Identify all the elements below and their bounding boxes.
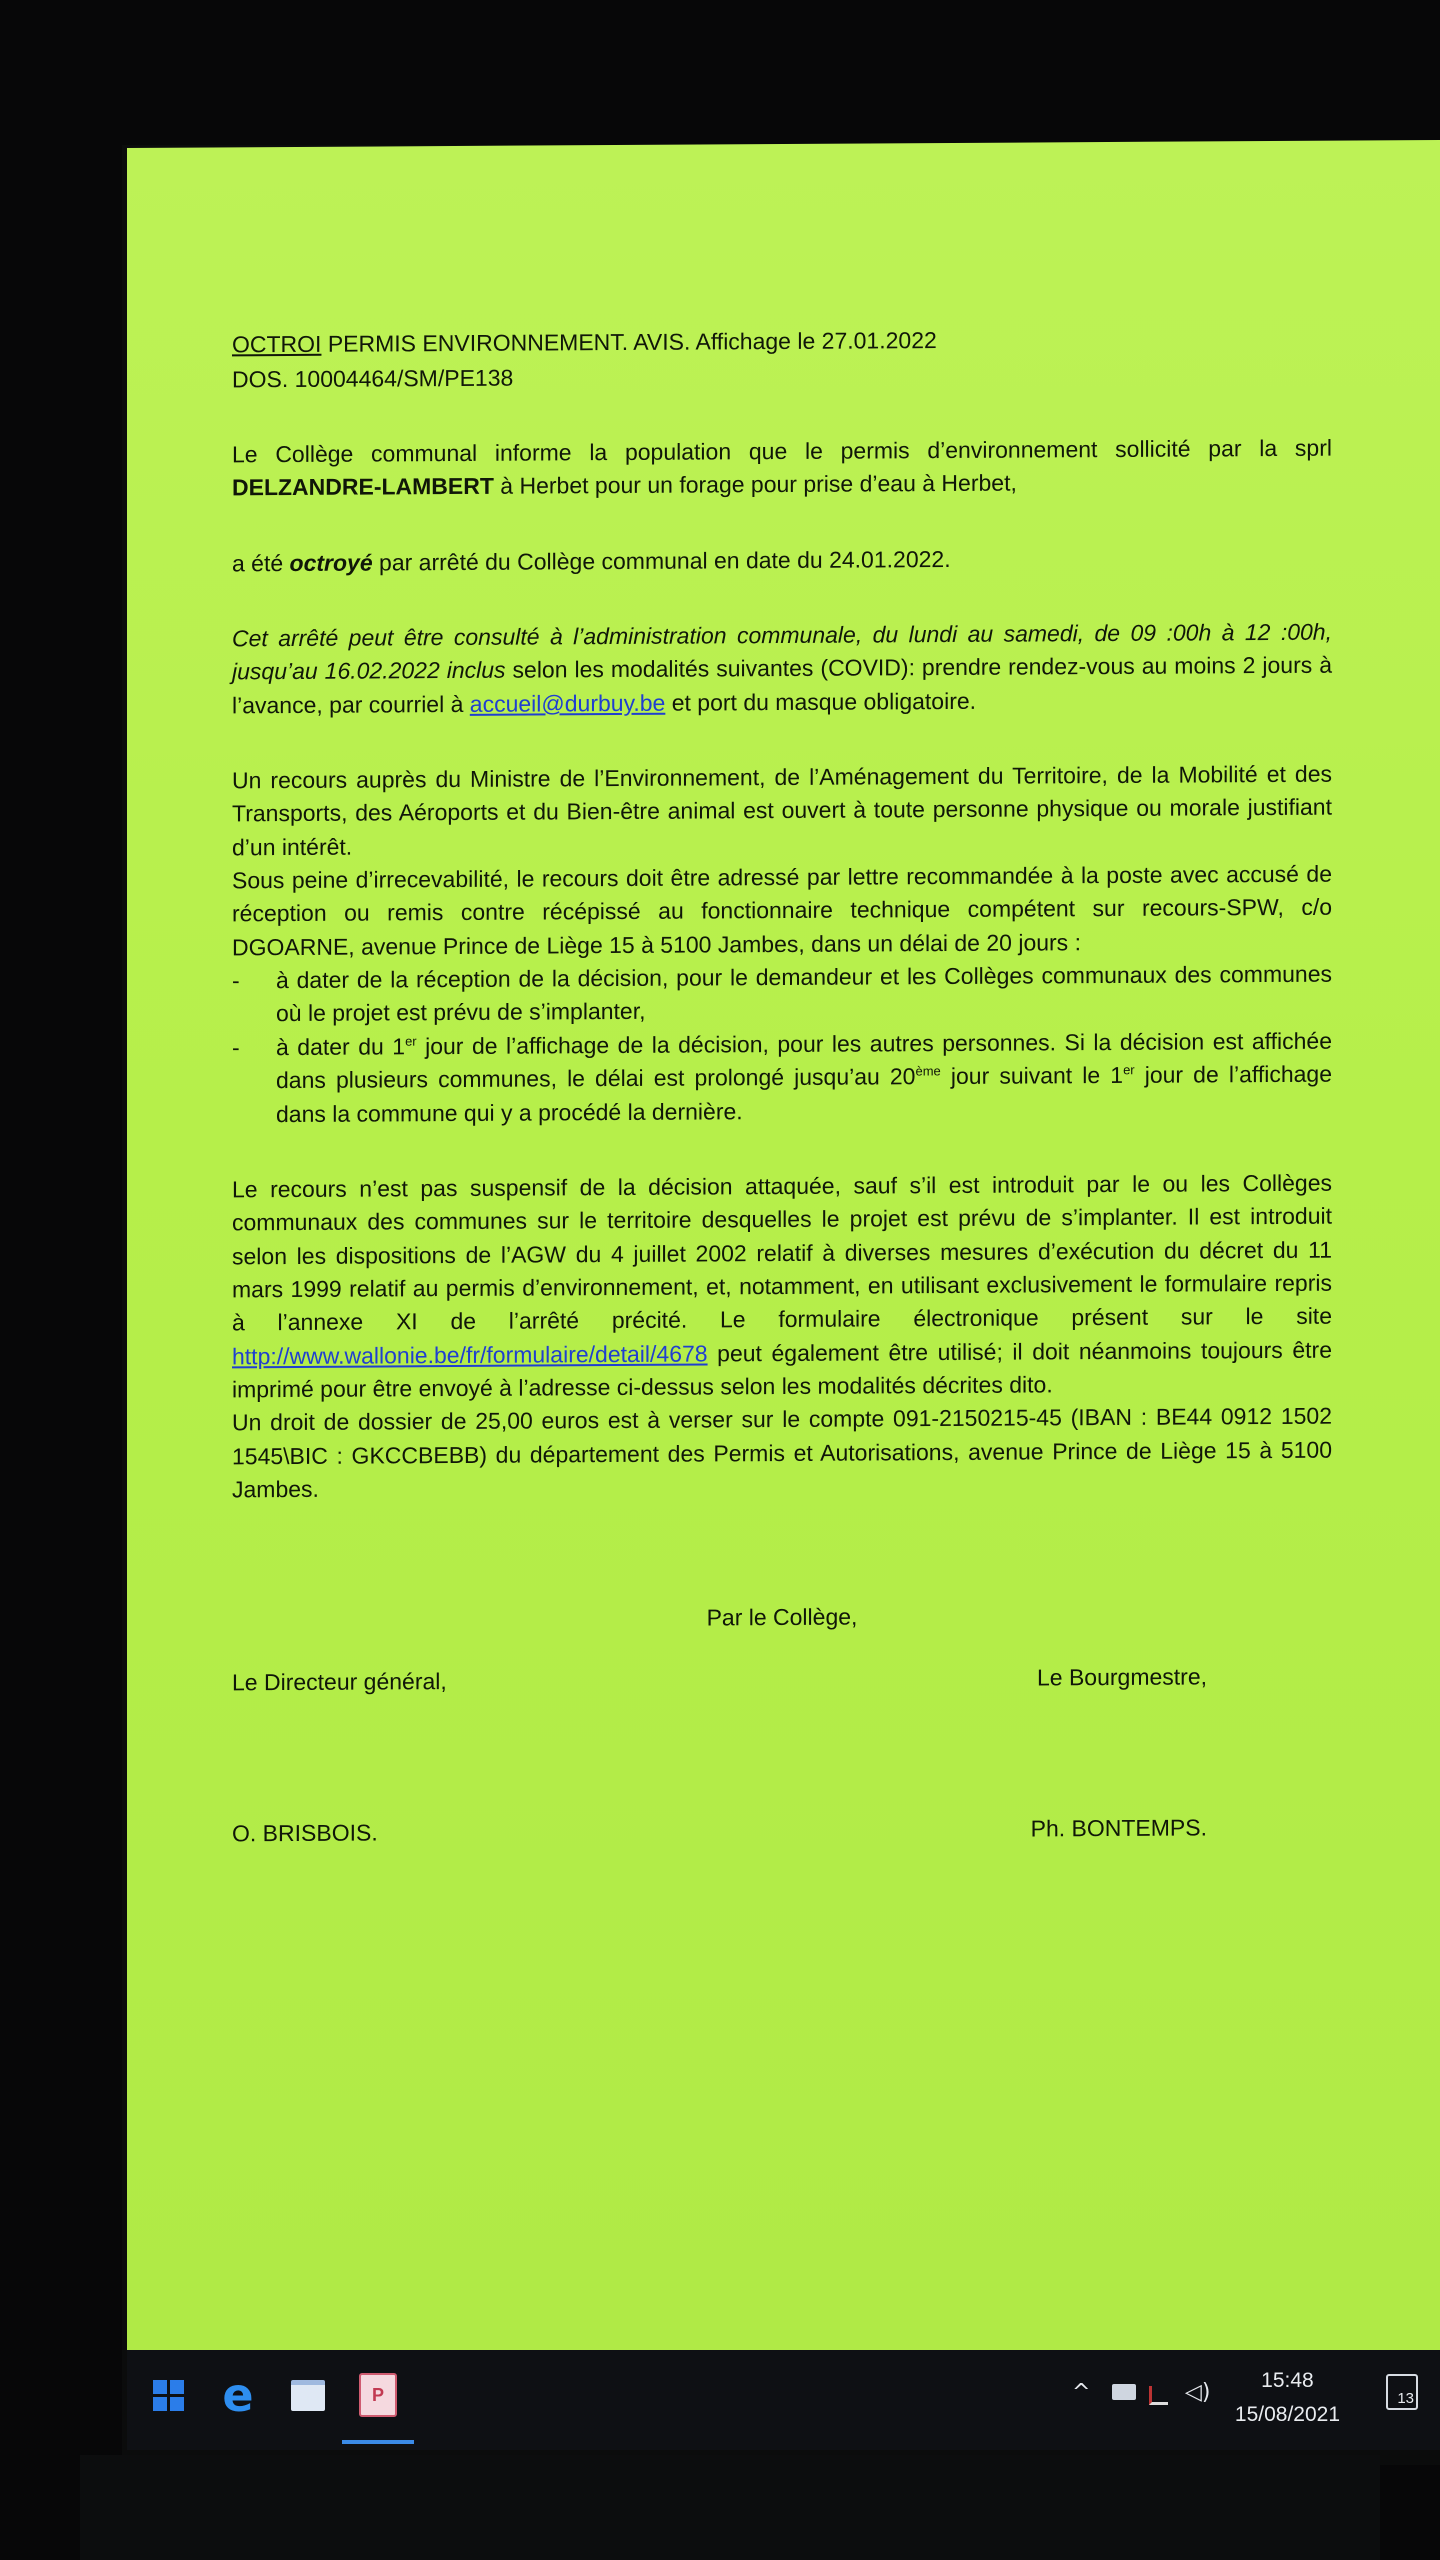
desk-surface (80, 2455, 1380, 2560)
bullet-2-part-b: jour de l’affichage de la décision, pour les autres personnes. Si la décision est affichée dans plusieurs communes, le délai est prolongé jusqu’au 20 (276, 1027, 1332, 1094)
suspensif-text: Le recours n’est pas suspensif de la décision attaquée, sauf s’il est introduit par le ou les Collèges communaux des communes sur le territoire desquelles le projet est prévu de s’implanter. Il est introduit selon les dispositions de l’AGW du 4 juillet 2002 relatif à diverses mesures d’exécution du décret du 11 mars 1999 relatif au permis d’environnement, et, notamment, en utilisant exclusivement le formulaire repris à l’annexe XI de l’arrêté précité. Le formulaire électronique présent sur le site (232, 1169, 1332, 1336)
bullet-dash: - (232, 1034, 240, 1061)
consultation-end: et port du masque obligatoire. (665, 687, 977, 716)
notification-center-icon[interactable] (1386, 2374, 1418, 2410)
pdf-glyph: P (359, 2373, 397, 2417)
edge-browser-icon[interactable] (215, 2368, 261, 2422)
file-explorer-icon[interactable] (285, 2372, 331, 2418)
clock-time: 15:48 (1261, 2369, 1314, 2392)
consultation-text: selon les modalités suivantes (COVID): prendre rendez-vous au moins 2 jours à l’avance, par courriel à (232, 652, 1332, 719)
battery-icon[interactable] (1149, 2386, 1168, 2405)
droit-paragraph: Un droit de dossier de 25,00 euros est à verser sur le compte 091-2150215-45 (IBAN : BE44 0912 1502 1545\BIC : GKCCBEBB) du département des Permis et Autorisations, avenue Prince de Liège 15 à 5100 Jambes. (232, 1402, 1332, 1503)
recours-delai-paragraph: Sous peine d’irrecevabilité, le recours doit être adressé par lettre recommandée à la poste avec accusé de réception ou remis contre récépissé au fonctionnaire technique compétent sur recours-SPW, c/o DGOARNE, avenue Prince de Liège 15 à 5100 Jambes, dans un délai de 20 jours : (232, 860, 1332, 961)
clock-date: 15/08/2021 (1234, 2403, 1340, 2426)
bullet-item-1 (232, 958, 1332, 1031)
superscript-eme: ème (915, 1063, 941, 1079)
directeur-name: O. BRISBOIS. (232, 1819, 378, 1847)
decision-word: octroyé (289, 549, 373, 576)
bullet-2-part-d: jour de l’affichage dans la commune qui y a procédé la dernière. (276, 1060, 1333, 1127)
suspensif-end: peut également être utilisé; il doit néanmoins toujours être imprimé pour être envoyé à l’adresse ci-dessus selon les modalités décrites dito. (232, 1336, 1332, 1403)
company-name: DELZANDRE-LAMBERT (232, 473, 494, 501)
bullet-text-2 (276, 1024, 1332, 1130)
formulaire-link[interactable]: http://www.wallonie.be/fr/formulaire/detail/4678 (232, 1340, 708, 1369)
screen (127, 140, 1440, 2358)
email-link[interactable]: accueil@durbuy.be (469, 689, 666, 717)
tray-chevron-icon[interactable]: ^ (1072, 2380, 1091, 2405)
document (232, 321, 1332, 1851)
bullet-dash: - (232, 967, 240, 994)
bullet-text-1: à dater de la réception de la décision, pour le demandeur et les Collèges communaux des communes où le projet est prévu de s’implanter, (276, 960, 1332, 1027)
network-icon[interactable] (1112, 2384, 1136, 2400)
active-app-indicator (342, 2440, 414, 2444)
windows-start-icon[interactable] (145, 2372, 191, 2418)
bullet-2-part-a: à dater du 1 (276, 1033, 406, 1060)
heading-octroi: OCTROI (232, 330, 322, 358)
signature-names (232, 1811, 1332, 1851)
heading-rest: PERMIS ENVIRONNEMENT. AVIS. Affichage le 27.01.2022 (321, 327, 937, 357)
dossier-number: DOS. 10004464/SM/PE138 (232, 364, 514, 392)
bullet-2-part-c: jour suivant le 1 (940, 1062, 1124, 1090)
bourgmestre-title: Le Bourgmestre, (1036, 1663, 1207, 1691)
signature-titles (232, 1659, 1332, 1699)
recours-intro-paragraph: Un recours auprès du Ministre de l’Environnement, de l’Aménagement du Territoire, de la Mobilité et des Transports, des Aéroports et du Bien-être animal est ouvert à toute personne physique ou morale justifiant d’un intérêt. (232, 760, 1332, 861)
decision-start: a été (232, 549, 290, 577)
superscript-er: er (405, 1033, 417, 1049)
intro-end: à Herbet pour un forage pour prise d’eau à Herbet, (493, 469, 1017, 500)
intro-text: Le Collège communal informe la population que le permis d’environnement sollicité par la sprl (232, 434, 1332, 468)
bullet-item-2 (232, 1024, 1332, 1131)
bourgmestre-name: Ph. BONTEMPS. (1030, 1814, 1207, 1842)
decision-end: par arrêté du Collège communal en date du 24.01.2022. (372, 545, 951, 576)
par-le-college: Par le Collège, (706, 1603, 858, 1631)
pdf-reader-icon[interactable] (355, 2372, 401, 2418)
suspensif-paragraph (232, 1166, 1332, 1406)
superscript-er: er (1123, 1062, 1135, 1078)
clock[interactable] (1235, 2364, 1340, 2432)
notification-count: 13 (1397, 2390, 1414, 2407)
volume-icon[interactable]: ◁) (1185, 2380, 1211, 2405)
intro-paragraph (232, 432, 1332, 505)
consultation-italic: Cet arrêté peut être consulté à l’administration communale, du lundi au samedi, de 09 :00h à 12 :00h, jusqu’au 16.02.2022 inclus (232, 618, 1332, 685)
taskbar (127, 2350, 1440, 2450)
directeur-title: Le Directeur général, (232, 1667, 447, 1695)
consultation-paragraph (232, 616, 1332, 723)
edge-glyph: e (222, 2368, 254, 2422)
